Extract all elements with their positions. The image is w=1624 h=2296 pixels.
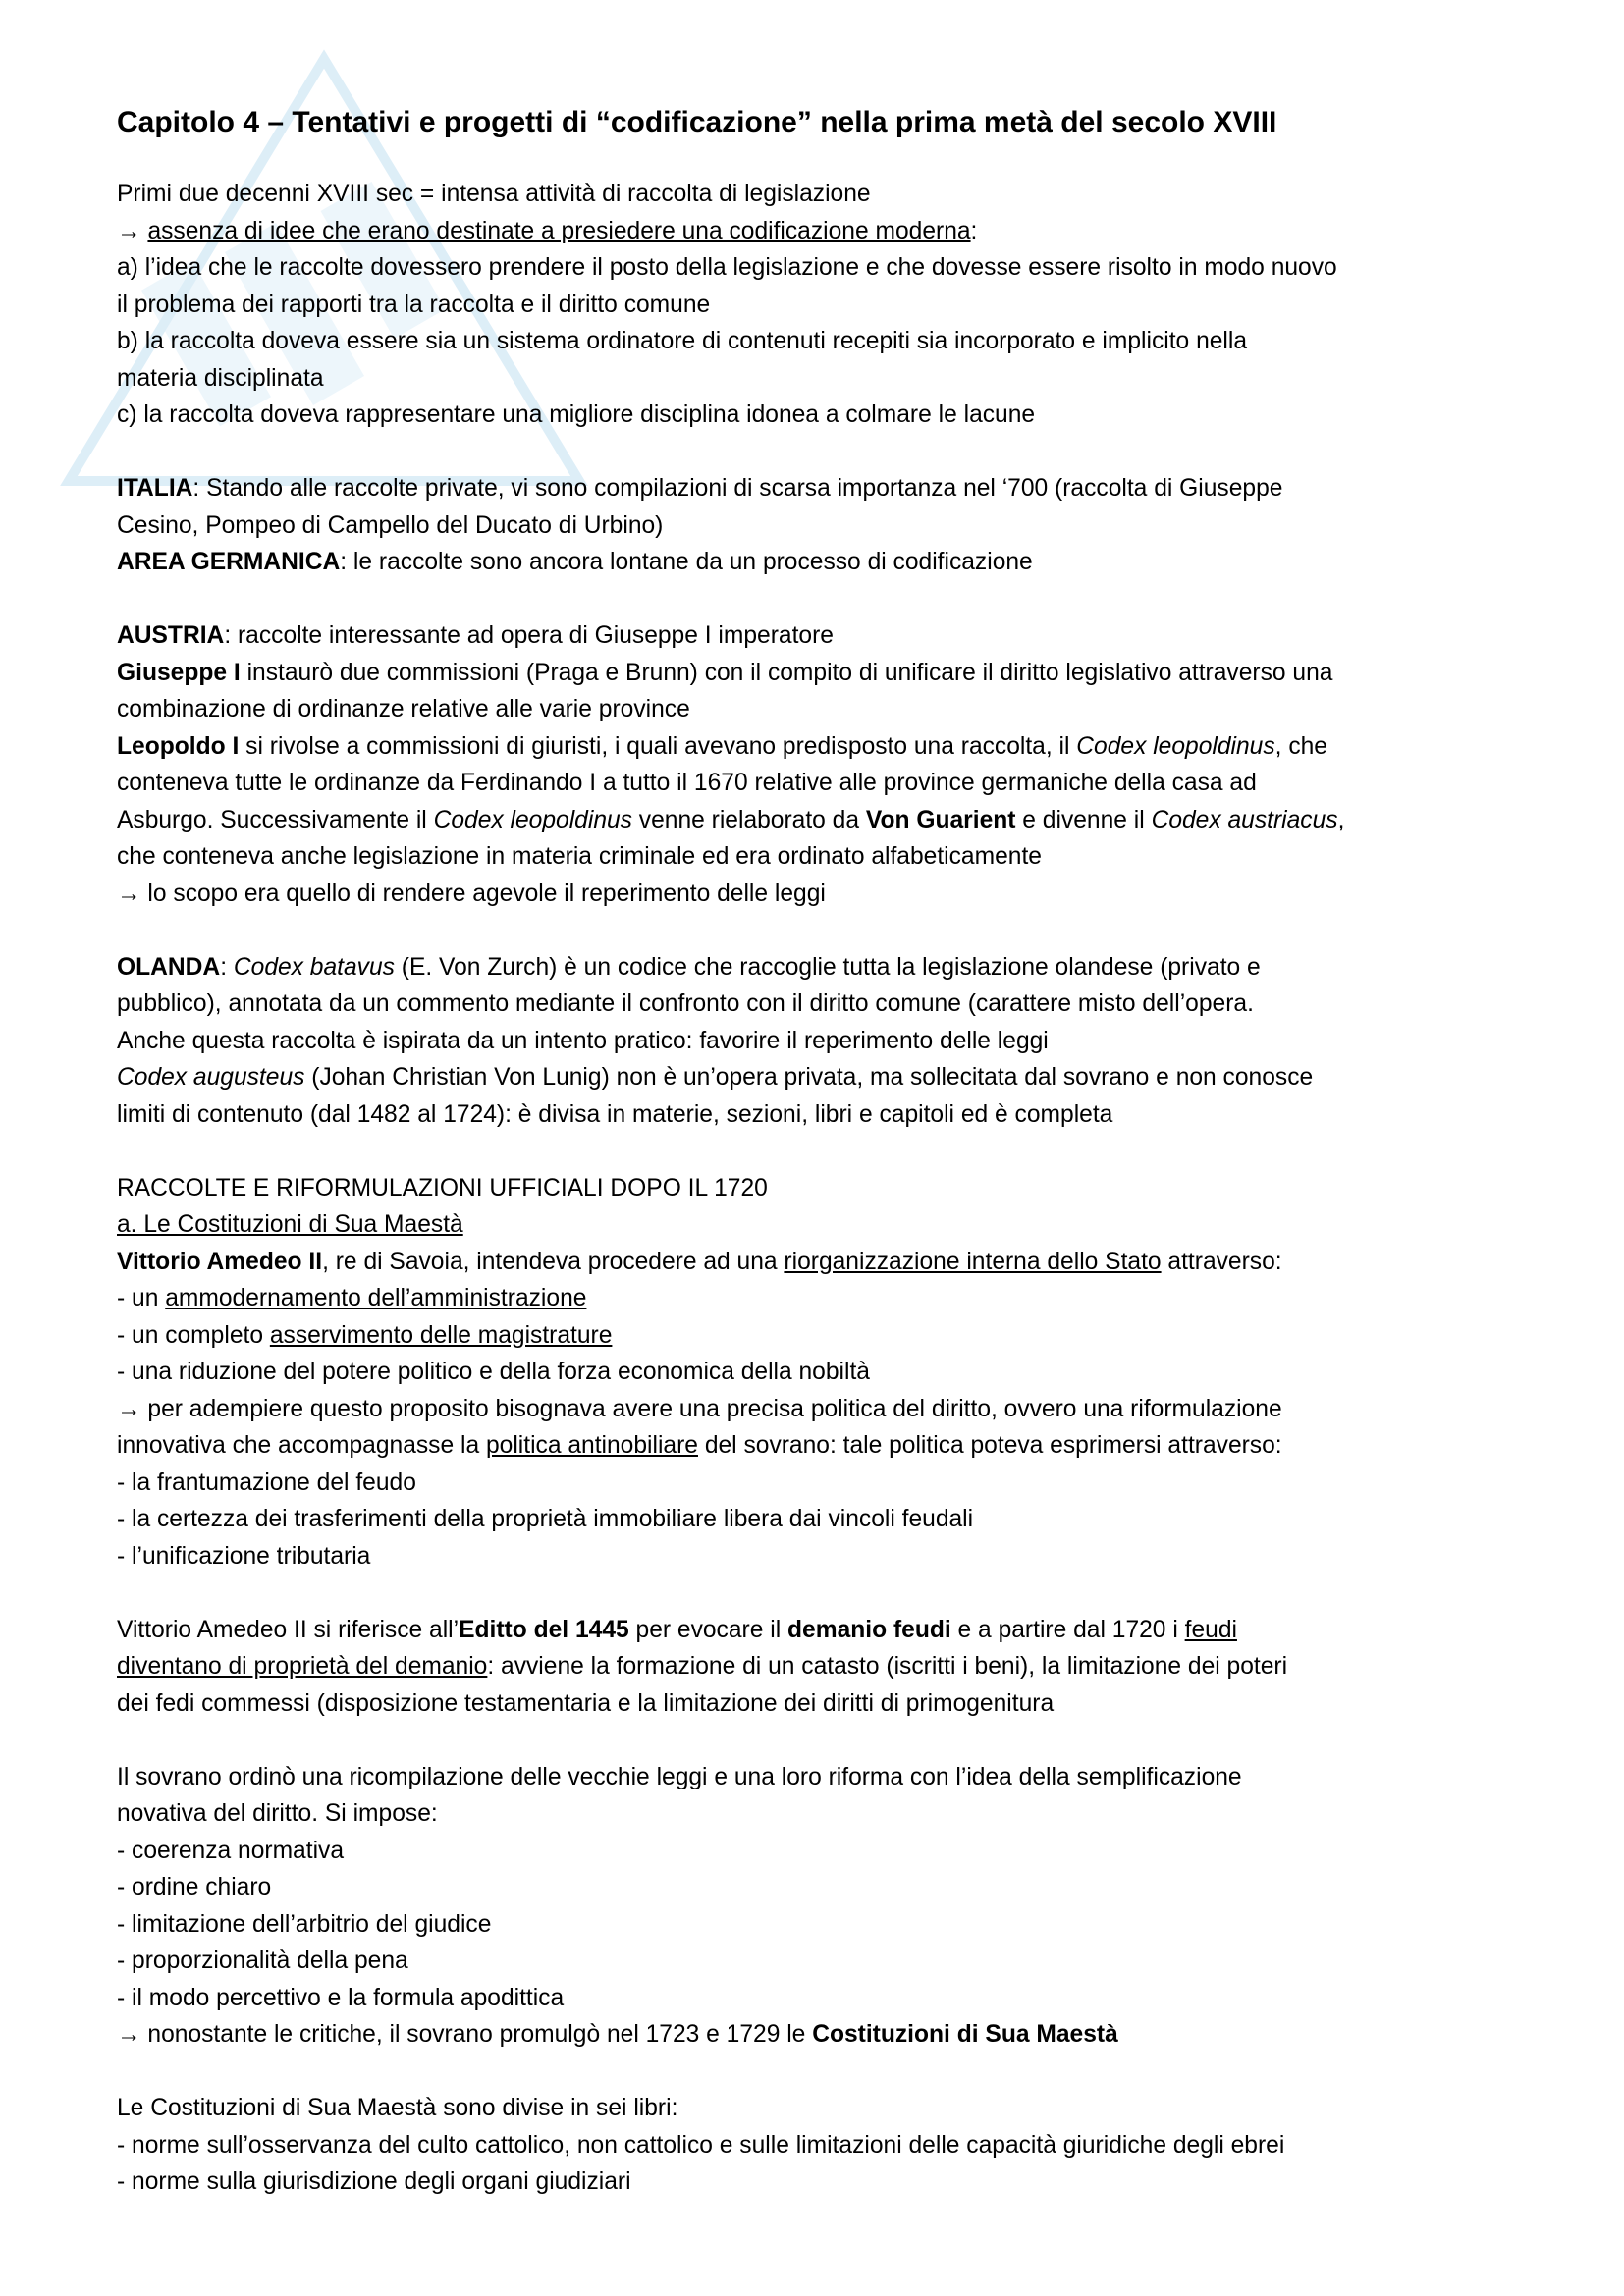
text-line: b) la raccolta doveva essere sia un sistema ordinatore di contenuti recepiti sia incorporato e implicito nella xyxy=(117,328,1248,354)
raccolte-section xyxy=(117,1170,1531,1575)
intro-section xyxy=(117,176,1531,434)
text-line: che conteneva anche legislazione in materia criminale ed era ordinato alfabeticamente xyxy=(117,843,1042,870)
text-line: ITALIA: Stando alle raccolte private, vi sono compilazioni di scarsa importanza nel ‘700 (raccolta di Giuseppe xyxy=(117,475,1283,502)
list-item: - l’unificazione tributaria xyxy=(117,1542,371,1570)
text-line: dei fedi commessi (disposizione testamentaria e la limitazione dei diritti di primogenitura xyxy=(117,1689,1055,1717)
list-item: - coerenza normativa xyxy=(117,1837,345,1864)
list-item: - norme sull’osservanza del culto cattolico, non cattolico e sulle limitazioni delle capacità giuridiche degli ebrei xyxy=(117,2131,1285,2159)
text-line: diventano di proprietà del demanio: avviene la formazione di un catasto (iscritti i beni), la limitazione dei poteri xyxy=(117,1653,1288,1680)
document-page xyxy=(117,101,1531,2237)
text-line: Codex augusteus (Johan Christian Von Lunig) non è un’opera privata, ma sollecitata dal sovrano e non conosce xyxy=(117,1064,1314,1091)
list-item: - la frantumazione del feudo xyxy=(117,1468,416,1496)
text-line: → nonostante le critiche, il sovrano promulgò nel 1723 e 1729 le Costituzioni di Sua Maestà xyxy=(117,2021,1118,2048)
arrow-icon: → xyxy=(117,2021,141,2048)
text-line: pubblico), annotata da un commento mediante il confronto con il diritto comune (carattere misto dell’opera. xyxy=(117,990,1254,1017)
page-title: Capitolo 4 – Tentativi e progetti di “codificazione” nella prima metà del secolo XVIII xyxy=(117,106,1277,138)
section-heading: RACCOLTE E RIFORMULAZIONI UFFICIALI DOPO IL 1720 xyxy=(117,1174,768,1201)
text-line: novativa del diritto. Si impose: xyxy=(117,1800,438,1827)
text-line: Il sovrano ordinò una ricompilazione delle vecchie leggi e una loro riforma con l’idea della semplificazione xyxy=(117,1763,1242,1790)
italia-section xyxy=(117,470,1531,581)
list-item: - limitazione dell’arbitrio del giudice xyxy=(117,1910,492,1938)
text-line: AUSTRIA: raccolte interessante ad opera di Giuseppe I imperatore xyxy=(117,622,834,649)
list-item: - il modo percettivo e la formula apodittica xyxy=(117,1984,565,2011)
list-item: - proporzionalità della pena xyxy=(117,1948,408,1974)
austria-section xyxy=(117,617,1531,912)
subsection-heading: a. Le Costituzioni di Sua Maestà xyxy=(117,1211,463,1238)
editto-section xyxy=(117,1612,1531,1723)
text-line: Cesino, Pompeo di Campello del Ducato di Urbino) xyxy=(117,511,664,539)
text-line: Giuseppe I instaurò due commissioni (Praga e Brunn) con il compito di unificare il diritto legislativo attraverso una xyxy=(117,659,1333,686)
text-line: Le Costituzioni di Sua Maestà sono divise in sei libri: xyxy=(117,2095,678,2121)
text-line: conteneva tutte le ordinanze da Ferdinando I a tutto il 1670 relative alle province germaniche della casa ad xyxy=(117,770,1257,796)
text-line: Primi due decenni XVIII sec = intensa attività di raccolta di legislazione xyxy=(117,181,871,207)
libri-section xyxy=(117,2090,1531,2201)
text-line: → assenza di idee che erano destinate a presiedere una codificazione moderna: xyxy=(117,217,978,244)
text-line: Anche questa raccolta è ispirata da un intento pratico: favorire il reperimento delle leggi xyxy=(117,1027,1049,1054)
sovrano-section xyxy=(117,1759,1531,2054)
text-line: AREA GERMANICA: le raccolte sono ancora lontane da un processo di codificazione xyxy=(117,549,1033,575)
text-line: Leopoldo I si rivolse a commissioni di giuristi, i quali avevano predisposto una raccolta, il Codex leopoldinus, che xyxy=(117,732,1327,760)
text-line: Vittorio Amedeo II si riferisce all’Editto del 1445 per evocare il demanio feudi e a partire dal 1720 i feudi xyxy=(117,1616,1237,1643)
text-line: → lo scopo era quello di rendere agevole il reperimento delle leggi xyxy=(117,880,826,907)
list-item: - una riduzione del potere politico e della forza economica della nobiltà xyxy=(117,1359,870,1385)
list-item: - la certezza dei trasferimenti della proprietà immobiliare libera dai vincoli feudali xyxy=(117,1506,974,1532)
text-line: innovativa che accompagnasse la politica antinobiliare del sovrano: tale politica poteva esprimersi attraverso: xyxy=(117,1432,1282,1459)
text-line: c) la raccolta doveva rappresentare una migliore disciplina idonea a colmare le lacune xyxy=(117,401,1036,428)
text-line: limiti di contenuto (dal 1482 al 1724): è divisa in materie, sezioni, libri e capitoli ed è completa xyxy=(117,1100,1113,1128)
text-line: Asburgo. Successivamente il Codex leopoldinus venne rielaborato da Von Guarient e divenne il Codex austriacus, xyxy=(117,806,1345,833)
arrow-icon: → xyxy=(117,880,141,907)
olanda-section xyxy=(117,949,1531,1134)
list-item: - norme sulla giurisdizione degli organi giudiziari xyxy=(117,2168,631,2195)
arrow-icon: → xyxy=(117,217,141,244)
list-item: - un ammodernamento dell’amministrazione xyxy=(117,1285,587,1311)
text-line: Vittorio Amedeo II, re di Savoia, intendeva procedere ad una riorganizzazione interna dello Stato attraverso: xyxy=(117,1248,1282,1275)
text-line: → per adempiere questo proposito bisognava avere una precisa politica del diritto, ovvero una riformulazione xyxy=(117,1395,1282,1422)
text-line: a) l’idea che le raccolte dovessero prendere il posto della legislazione e che dovesse essere risolto in modo nuovo xyxy=(117,254,1337,281)
text-line: OLANDA: Codex batavus (E. Von Zurch) è un codice che raccoglie tutta la legislazione olandese (privato e xyxy=(117,953,1261,981)
text-line: materia disciplinata xyxy=(117,364,324,392)
text-line: combinazione di ordinanze relative alle varie province xyxy=(117,696,690,722)
list-item: - ordine chiaro xyxy=(117,1874,272,1900)
list-item: - un completo asservimento delle magistrature xyxy=(117,1321,613,1349)
arrow-icon: → xyxy=(117,1395,141,1422)
text-line: il problema dei rapporti tra la raccolta e il diritto comune xyxy=(117,291,711,318)
